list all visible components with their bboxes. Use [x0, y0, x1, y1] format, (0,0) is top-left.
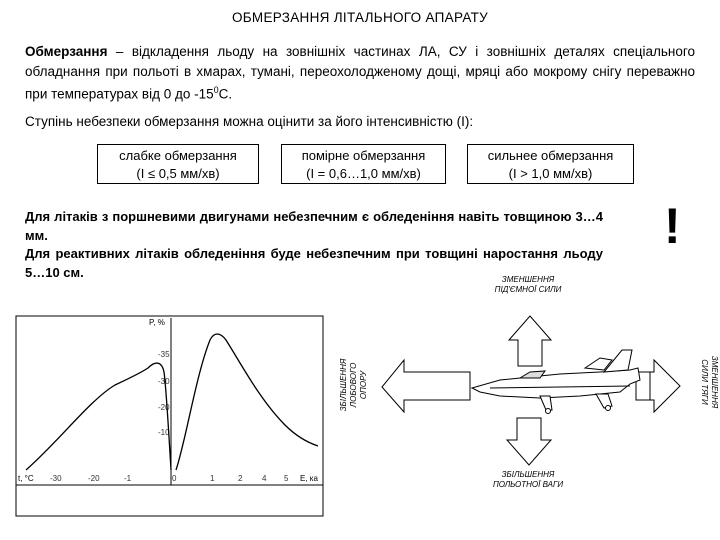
label-drag: ЗБІЛЬШЕННЯЛОБОВОГООПОРУ	[339, 358, 368, 412]
x-tick: 0	[172, 474, 177, 483]
definition-term: Обмерзання	[25, 44, 108, 59]
chart-xlabel: t, °C	[18, 474, 34, 483]
label-thrust: ЗМЕНШЕННЯСИЛИ ТЯГИ	[700, 355, 719, 409]
y-tick: -10	[158, 428, 170, 437]
y-tick: -20	[158, 403, 170, 412]
definition-degree: 0	[213, 85, 219, 95]
arrow-right-icon	[650, 360, 680, 412]
intensity-intro: Ступінь небезпеки обмерзання можна оцінити за його інтенсивністю (I):	[25, 114, 474, 129]
warning-jet: Для реактивних літаків обледеніння буде небезпечним при товщині наростання льоду 5…10 см.	[25, 246, 603, 280]
chart-frame	[16, 316, 323, 516]
level-value: (I ≤ 0,5 мм/хв)	[136, 166, 220, 181]
chart-xlabel-right: E, ка	[300, 474, 318, 483]
x-tick: 2	[238, 474, 243, 483]
level-value: (I = 0,6…1,0 мм/хв)	[306, 166, 421, 181]
level-name: помірне обмерзання	[301, 148, 426, 163]
aircraft-icon	[472, 350, 640, 414]
x-tick: 4	[262, 474, 267, 483]
chart-ylabel: P, %	[149, 318, 165, 327]
level-name: сильнее обмерзання	[487, 148, 614, 163]
warning-piston: Для літаків з поршневими двигунами небезпечним є обледеніння навіть товщиною 3…4 мм.	[25, 209, 603, 243]
arrow-left-icon	[382, 360, 470, 412]
definition-unit: С.	[218, 86, 233, 102]
level-name: слабке обмерзання	[119, 148, 237, 163]
level-value: (I > 1,0 мм/хв)	[508, 166, 593, 181]
arrow-up-icon	[509, 316, 551, 366]
arrow-down-icon	[507, 418, 551, 465]
x-tick: 1	[210, 474, 215, 483]
y-tick: -30	[158, 377, 170, 386]
label-lift-line1: ЗМЕНШЕННЯ ПІД'ЄМНОЇ СИЛИ	[494, 275, 562, 294]
x-tick: -20	[88, 474, 100, 483]
force-diagram	[339, 275, 719, 489]
definition-text: – відкладення льоду на зовнішніх частинах ЛА, СУ і зовнішніх деталях спеціального обладнання при польоті в хмарах, тумані, переохолодженому дощі, мряці або мокрому снігу переважно при температурах від 0 до -15	[25, 44, 695, 102]
x-tick: 5	[284, 474, 289, 483]
x-tick: -1	[124, 474, 132, 483]
y-tick: -35	[158, 350, 170, 359]
exclamation-icon: !	[664, 198, 681, 254]
page-title: ОБМЕРЗАННЯ ЛІТАЛЬНОГО АПАРАТУ	[231, 10, 489, 25]
label-weight: ЗБІЛЬШЕННЯ ПОЛЬОТНОЇ ВАГИ	[492, 470, 564, 489]
x-tick: -30	[50, 474, 62, 483]
